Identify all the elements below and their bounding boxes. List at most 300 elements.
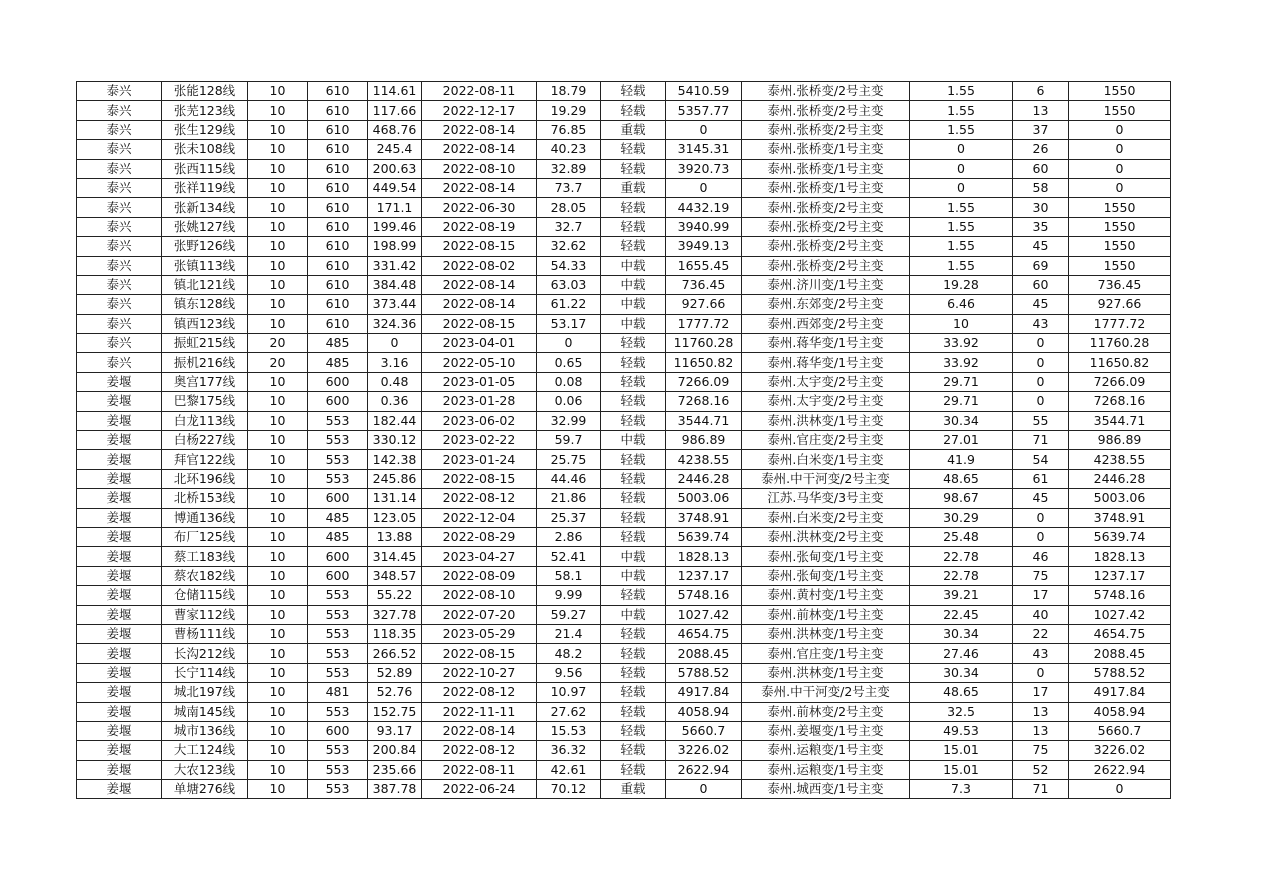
count-cell[interactable]: 30	[1013, 198, 1069, 217]
date-cell[interactable]: 2023-01-24	[422, 450, 537, 469]
transformer-value-cell[interactable]: 39.21	[910, 586, 1013, 605]
load-rate-cell[interactable]: 53.17	[537, 314, 601, 333]
load-status-cell[interactable]: 轻载	[601, 624, 666, 643]
line-name-cell[interactable]: 布厂125线	[162, 527, 248, 546]
transformer-value-cell[interactable]: 30.34	[910, 411, 1013, 430]
load-rate-cell[interactable]: 59.27	[537, 605, 601, 624]
transformer-value-cell[interactable]: 15.01	[910, 760, 1013, 779]
date-cell[interactable]: 2022-08-10	[422, 159, 537, 178]
load-rate-cell[interactable]: 44.46	[537, 469, 601, 488]
transformer-value-cell[interactable]: 10	[910, 314, 1013, 333]
load-cell[interactable]: 198.99	[368, 237, 422, 256]
date-cell[interactable]: 2023-05-29	[422, 624, 537, 643]
transformer-cell[interactable]: 泰州.蒋华变/1号主变	[742, 334, 910, 353]
date-cell[interactable]: 2022-10-27	[422, 663, 537, 682]
line-name-cell[interactable]: 张新134线	[162, 198, 248, 217]
load-rate-cell[interactable]: 9.56	[537, 663, 601, 682]
load-cell[interactable]: 131.14	[368, 489, 422, 508]
available-capacity-cell[interactable]: 0	[666, 178, 742, 197]
capacity-cell[interactable]: 610	[308, 120, 368, 139]
load-status-cell[interactable]: 轻载	[601, 586, 666, 605]
count-cell[interactable]: 0	[1013, 372, 1069, 391]
final-capacity-cell[interactable]: 736.45	[1069, 275, 1171, 294]
transformer-cell[interactable]: 泰州.太宇变/2号主变	[742, 392, 910, 411]
final-capacity-cell[interactable]: 5748.16	[1069, 586, 1171, 605]
load-cell[interactable]: 348.57	[368, 566, 422, 585]
date-cell[interactable]: 2022-12-04	[422, 508, 537, 527]
load-rate-cell[interactable]: 52.41	[537, 547, 601, 566]
count-cell[interactable]: 0	[1013, 663, 1069, 682]
voltage-cell[interactable]: 10	[248, 82, 308, 101]
transformer-cell[interactable]: 泰州.黄村变/1号主变	[742, 586, 910, 605]
final-capacity-cell[interactable]: 3748.91	[1069, 508, 1171, 527]
available-capacity-cell[interactable]: 4917.84	[666, 683, 742, 702]
capacity-cell[interactable]: 553	[308, 586, 368, 605]
load-status-cell[interactable]: 轻载	[601, 489, 666, 508]
available-capacity-cell[interactable]: 4432.19	[666, 198, 742, 217]
transformer-value-cell[interactable]: 15.01	[910, 741, 1013, 760]
final-capacity-cell[interactable]: 1550	[1069, 101, 1171, 120]
load-status-cell[interactable]: 中载	[601, 566, 666, 585]
transformer-value-cell[interactable]: 48.65	[910, 683, 1013, 702]
capacity-cell[interactable]: 610	[308, 82, 368, 101]
voltage-cell[interactable]: 10	[248, 547, 308, 566]
available-capacity-cell[interactable]: 5748.16	[666, 586, 742, 605]
voltage-cell[interactable]: 10	[248, 314, 308, 333]
voltage-cell[interactable]: 10	[248, 780, 308, 799]
voltage-cell[interactable]: 10	[248, 159, 308, 178]
count-cell[interactable]: 75	[1013, 566, 1069, 585]
date-cell[interactable]: 2022-08-14	[422, 120, 537, 139]
final-capacity-cell[interactable]: 2446.28	[1069, 469, 1171, 488]
capacity-cell[interactable]: 485	[308, 334, 368, 353]
transformer-cell[interactable]: 泰州.张桥变/2号主变	[742, 120, 910, 139]
capacity-cell[interactable]: 600	[308, 392, 368, 411]
region-cell[interactable]: 姜堰	[77, 527, 162, 546]
available-capacity-cell[interactable]: 3226.02	[666, 741, 742, 760]
date-cell[interactable]: 2022-08-10	[422, 586, 537, 605]
date-cell[interactable]: 2022-05-10	[422, 353, 537, 372]
capacity-cell[interactable]: 553	[308, 624, 368, 643]
available-capacity-cell[interactable]: 3920.73	[666, 159, 742, 178]
load-status-cell[interactable]: 中载	[601, 314, 666, 333]
date-cell[interactable]: 2023-04-01	[422, 334, 537, 353]
transformer-cell[interactable]: 泰州.官庄变/2号主变	[742, 431, 910, 450]
transformer-value-cell[interactable]: 22.78	[910, 547, 1013, 566]
available-capacity-cell[interactable]: 3748.91	[666, 508, 742, 527]
final-capacity-cell[interactable]: 4917.84	[1069, 683, 1171, 702]
load-rate-cell[interactable]: 21.86	[537, 489, 601, 508]
load-rate-cell[interactable]: 32.7	[537, 217, 601, 236]
voltage-cell[interactable]: 10	[248, 702, 308, 721]
load-status-cell[interactable]: 轻载	[601, 334, 666, 353]
transformer-cell[interactable]: 泰州.洪林变/2号主变	[742, 527, 910, 546]
load-cell[interactable]: 182.44	[368, 411, 422, 430]
available-capacity-cell[interactable]: 3544.71	[666, 411, 742, 430]
load-rate-cell[interactable]: 0	[537, 334, 601, 353]
line-name-cell[interactable]: 单塘276线	[162, 780, 248, 799]
region-cell[interactable]: 泰兴	[77, 120, 162, 139]
load-rate-cell[interactable]: 36.32	[537, 741, 601, 760]
voltage-cell[interactable]: 10	[248, 411, 308, 430]
voltage-cell[interactable]: 10	[248, 275, 308, 294]
transformer-cell[interactable]: 泰州.运粮变/1号主变	[742, 741, 910, 760]
capacity-cell[interactable]: 553	[308, 780, 368, 799]
load-rate-cell[interactable]: 48.2	[537, 644, 601, 663]
load-cell[interactable]: 93.17	[368, 721, 422, 740]
region-cell[interactable]: 泰兴	[77, 82, 162, 101]
load-cell[interactable]: 245.4	[368, 140, 422, 159]
line-name-cell[interactable]: 镇北121线	[162, 275, 248, 294]
count-cell[interactable]: 17	[1013, 586, 1069, 605]
load-cell[interactable]: 384.48	[368, 275, 422, 294]
available-capacity-cell[interactable]: 1027.42	[666, 605, 742, 624]
region-cell[interactable]: 姜堰	[77, 411, 162, 430]
transformer-value-cell[interactable]: 33.92	[910, 334, 1013, 353]
count-cell[interactable]: 13	[1013, 721, 1069, 740]
line-name-cell[interactable]: 城市136线	[162, 721, 248, 740]
load-cell[interactable]: 152.75	[368, 702, 422, 721]
load-status-cell[interactable]: 轻载	[601, 508, 666, 527]
load-status-cell[interactable]: 轻载	[601, 217, 666, 236]
transformer-value-cell[interactable]: 29.71	[910, 392, 1013, 411]
region-cell[interactable]: 姜堰	[77, 605, 162, 624]
line-name-cell[interactable]: 北环196线	[162, 469, 248, 488]
transformer-value-cell[interactable]: 25.48	[910, 527, 1013, 546]
transformer-cell[interactable]: 泰州.运粮变/1号主变	[742, 760, 910, 779]
voltage-cell[interactable]: 10	[248, 217, 308, 236]
load-status-cell[interactable]: 重载	[601, 120, 666, 139]
load-status-cell[interactable]: 中载	[601, 547, 666, 566]
transformer-value-cell[interactable]: 0	[910, 159, 1013, 178]
date-cell[interactable]: 2022-08-14	[422, 295, 537, 314]
load-rate-cell[interactable]: 0.65	[537, 353, 601, 372]
transformer-cell[interactable]: 泰州.太宇变/2号主变	[742, 372, 910, 391]
date-cell[interactable]: 2022-08-15	[422, 469, 537, 488]
count-cell[interactable]: 0	[1013, 508, 1069, 527]
load-rate-cell[interactable]: 18.79	[537, 82, 601, 101]
voltage-cell[interactable]: 10	[248, 566, 308, 585]
count-cell[interactable]: 54	[1013, 450, 1069, 469]
transformer-value-cell[interactable]: 1.55	[910, 82, 1013, 101]
line-name-cell[interactable]: 振虹215线	[162, 334, 248, 353]
count-cell[interactable]: 58	[1013, 178, 1069, 197]
count-cell[interactable]: 43	[1013, 314, 1069, 333]
load-status-cell[interactable]: 重载	[601, 178, 666, 197]
capacity-cell[interactable]: 610	[308, 295, 368, 314]
final-capacity-cell[interactable]: 11650.82	[1069, 353, 1171, 372]
line-name-cell[interactable]: 城南145线	[162, 702, 248, 721]
load-status-cell[interactable]: 轻载	[601, 372, 666, 391]
transformer-value-cell[interactable]: 19.28	[910, 275, 1013, 294]
load-rate-cell[interactable]: 28.05	[537, 198, 601, 217]
capacity-cell[interactable]: 553	[308, 644, 368, 663]
transformer-cell[interactable]: 泰州.张甸变/1号主变	[742, 547, 910, 566]
voltage-cell[interactable]: 10	[248, 198, 308, 217]
transformer-cell[interactable]: 泰州.张桥变/1号主变	[742, 159, 910, 178]
region-cell[interactable]: 姜堰	[77, 566, 162, 585]
available-capacity-cell[interactable]: 7268.16	[666, 392, 742, 411]
capacity-cell[interactable]: 485	[308, 353, 368, 372]
capacity-cell[interactable]: 610	[308, 198, 368, 217]
load-rate-cell[interactable]: 58.1	[537, 566, 601, 585]
line-name-cell[interactable]: 奥宫177线	[162, 372, 248, 391]
capacity-cell[interactable]: 610	[308, 275, 368, 294]
voltage-cell[interactable]: 10	[248, 663, 308, 682]
load-rate-cell[interactable]: 61.22	[537, 295, 601, 314]
load-cell[interactable]: 373.44	[368, 295, 422, 314]
load-status-cell[interactable]: 轻载	[601, 140, 666, 159]
transformer-value-cell[interactable]: 1.55	[910, 101, 1013, 120]
load-cell[interactable]: 199.46	[368, 217, 422, 236]
capacity-cell[interactable]: 600	[308, 721, 368, 740]
voltage-cell[interactable]: 10	[248, 760, 308, 779]
load-rate-cell[interactable]: 76.85	[537, 120, 601, 139]
load-cell[interactable]: 52.76	[368, 683, 422, 702]
final-capacity-cell[interactable]: 2622.94	[1069, 760, 1171, 779]
load-status-cell[interactable]: 中载	[601, 605, 666, 624]
capacity-cell[interactable]: 553	[308, 469, 368, 488]
voltage-cell[interactable]: 10	[248, 120, 308, 139]
count-cell[interactable]: 43	[1013, 644, 1069, 663]
count-cell[interactable]: 69	[1013, 256, 1069, 275]
count-cell[interactable]: 45	[1013, 237, 1069, 256]
count-cell[interactable]: 6	[1013, 82, 1069, 101]
load-status-cell[interactable]: 轻载	[601, 82, 666, 101]
load-cell[interactable]: 387.78	[368, 780, 422, 799]
date-cell[interactable]: 2022-08-11	[422, 82, 537, 101]
region-cell[interactable]: 姜堰	[77, 663, 162, 682]
date-cell[interactable]: 2022-08-29	[422, 527, 537, 546]
final-capacity-cell[interactable]: 1550	[1069, 82, 1171, 101]
line-name-cell[interactable]: 蔡农182线	[162, 566, 248, 585]
available-capacity-cell[interactable]: 0	[666, 120, 742, 139]
load-cell[interactable]: 123.05	[368, 508, 422, 527]
final-capacity-cell[interactable]: 1237.17	[1069, 566, 1171, 585]
date-cell[interactable]: 2023-06-02	[422, 411, 537, 430]
final-capacity-cell[interactable]: 3544.71	[1069, 411, 1171, 430]
capacity-cell[interactable]: 553	[308, 431, 368, 450]
line-name-cell[interactable]: 大农123线	[162, 760, 248, 779]
voltage-cell[interactable]: 10	[248, 586, 308, 605]
load-rate-cell[interactable]: 0.06	[537, 392, 601, 411]
capacity-cell[interactable]: 610	[308, 256, 368, 275]
available-capacity-cell[interactable]: 4238.55	[666, 450, 742, 469]
available-capacity-cell[interactable]: 11650.82	[666, 353, 742, 372]
load-rate-cell[interactable]: 73.7	[537, 178, 601, 197]
load-status-cell[interactable]: 轻载	[601, 392, 666, 411]
voltage-cell[interactable]: 10	[248, 101, 308, 120]
transformer-cell[interactable]: 泰州.张桥变/2号主变	[742, 198, 910, 217]
line-name-cell[interactable]: 张生129线	[162, 120, 248, 139]
capacity-cell[interactable]: 610	[308, 314, 368, 333]
load-status-cell[interactable]: 中载	[601, 431, 666, 450]
load-status-cell[interactable]: 轻载	[601, 663, 666, 682]
load-status-cell[interactable]: 轻载	[601, 721, 666, 740]
count-cell[interactable]: 45	[1013, 489, 1069, 508]
available-capacity-cell[interactable]: 927.66	[666, 295, 742, 314]
voltage-cell[interactable]: 20	[248, 334, 308, 353]
region-cell[interactable]: 姜堰	[77, 760, 162, 779]
load-cell[interactable]: 118.35	[368, 624, 422, 643]
load-status-cell[interactable]: 轻载	[601, 527, 666, 546]
transformer-cell[interactable]: 泰州.官庄变/1号主变	[742, 644, 910, 663]
final-capacity-cell[interactable]: 986.89	[1069, 431, 1171, 450]
region-cell[interactable]: 姜堰	[77, 450, 162, 469]
capacity-cell[interactable]: 610	[308, 159, 368, 178]
line-name-cell[interactable]: 张镇113线	[162, 256, 248, 275]
load-cell[interactable]: 330.12	[368, 431, 422, 450]
line-name-cell[interactable]: 张野126线	[162, 237, 248, 256]
transformer-cell[interactable]: 泰州.东郊变/2号主变	[742, 295, 910, 314]
capacity-cell[interactable]: 481	[308, 683, 368, 702]
transformer-value-cell[interactable]: 98.67	[910, 489, 1013, 508]
load-cell[interactable]: 449.54	[368, 178, 422, 197]
line-name-cell[interactable]: 白龙113线	[162, 411, 248, 430]
voltage-cell[interactable]: 10	[248, 605, 308, 624]
voltage-cell[interactable]: 10	[248, 469, 308, 488]
count-cell[interactable]: 60	[1013, 275, 1069, 294]
load-rate-cell[interactable]: 19.29	[537, 101, 601, 120]
final-capacity-cell[interactable]: 3226.02	[1069, 741, 1171, 760]
final-capacity-cell[interactable]: 5639.74	[1069, 527, 1171, 546]
date-cell[interactable]: 2022-08-12	[422, 741, 537, 760]
load-rate-cell[interactable]: 25.75	[537, 450, 601, 469]
count-cell[interactable]: 0	[1013, 353, 1069, 372]
date-cell[interactable]: 2022-08-12	[422, 489, 537, 508]
load-status-cell[interactable]: 轻载	[601, 159, 666, 178]
transformer-cell[interactable]: 泰州.洪林变/1号主变	[742, 624, 910, 643]
region-cell[interactable]: 泰兴	[77, 178, 162, 197]
capacity-cell[interactable]: 485	[308, 527, 368, 546]
transformer-cell[interactable]: 泰州.前林变/1号主变	[742, 605, 910, 624]
region-cell[interactable]: 姜堰	[77, 780, 162, 799]
load-rate-cell[interactable]: 63.03	[537, 275, 601, 294]
final-capacity-cell[interactable]: 7268.16	[1069, 392, 1171, 411]
count-cell[interactable]: 35	[1013, 217, 1069, 236]
region-cell[interactable]: 泰兴	[77, 353, 162, 372]
transformer-value-cell[interactable]: 32.5	[910, 702, 1013, 721]
date-cell[interactable]: 2022-08-14	[422, 178, 537, 197]
transformer-value-cell[interactable]: 1.55	[910, 237, 1013, 256]
capacity-cell[interactable]: 600	[308, 547, 368, 566]
final-capacity-cell[interactable]: 0	[1069, 120, 1171, 139]
load-rate-cell[interactable]: 59.7	[537, 431, 601, 450]
transformer-cell[interactable]: 泰州.洪林变/1号主变	[742, 411, 910, 430]
load-status-cell[interactable]: 轻载	[601, 702, 666, 721]
final-capacity-cell[interactable]: 4058.94	[1069, 702, 1171, 721]
voltage-cell[interactable]: 10	[248, 372, 308, 391]
final-capacity-cell[interactable]: 927.66	[1069, 295, 1171, 314]
load-cell[interactable]: 327.78	[368, 605, 422, 624]
line-name-cell[interactable]: 张西115线	[162, 159, 248, 178]
final-capacity-cell[interactable]: 1777.72	[1069, 314, 1171, 333]
available-capacity-cell[interactable]: 986.89	[666, 431, 742, 450]
count-cell[interactable]: 71	[1013, 431, 1069, 450]
transformer-value-cell[interactable]: 0	[910, 140, 1013, 159]
line-name-cell[interactable]: 长宁114线	[162, 663, 248, 682]
load-rate-cell[interactable]: 32.99	[537, 411, 601, 430]
voltage-cell[interactable]: 10	[248, 527, 308, 546]
voltage-cell[interactable]: 10	[248, 237, 308, 256]
final-capacity-cell[interactable]: 5660.7	[1069, 721, 1171, 740]
date-cell[interactable]: 2022-08-11	[422, 760, 537, 779]
load-rate-cell[interactable]: 2.86	[537, 527, 601, 546]
transformer-cell[interactable]: 泰州.白米变/2号主变	[742, 508, 910, 527]
available-capacity-cell[interactable]: 2622.94	[666, 760, 742, 779]
transformer-value-cell[interactable]: 27.46	[910, 644, 1013, 663]
line-name-cell[interactable]: 张芜123线	[162, 101, 248, 120]
count-cell[interactable]: 75	[1013, 741, 1069, 760]
count-cell[interactable]: 13	[1013, 101, 1069, 120]
final-capacity-cell[interactable]: 0	[1069, 140, 1171, 159]
load-status-cell[interactable]: 轻载	[601, 237, 666, 256]
final-capacity-cell[interactable]: 1550	[1069, 198, 1171, 217]
final-capacity-cell[interactable]: 0	[1069, 780, 1171, 799]
date-cell[interactable]: 2022-08-14	[422, 721, 537, 740]
available-capacity-cell[interactable]: 5639.74	[666, 527, 742, 546]
date-cell[interactable]: 2023-04-27	[422, 547, 537, 566]
region-cell[interactable]: 姜堰	[77, 469, 162, 488]
region-cell[interactable]: 姜堰	[77, 489, 162, 508]
transformer-value-cell[interactable]: 22.45	[910, 605, 1013, 624]
available-capacity-cell[interactable]: 5788.52	[666, 663, 742, 682]
capacity-cell[interactable]: 600	[308, 489, 368, 508]
region-cell[interactable]: 姜堰	[77, 547, 162, 566]
transformer-cell[interactable]: 泰州.张桥变/1号主变	[742, 178, 910, 197]
line-name-cell[interactable]: 张未108线	[162, 140, 248, 159]
region-cell[interactable]: 姜堰	[77, 624, 162, 643]
date-cell[interactable]: 2022-07-20	[422, 605, 537, 624]
region-cell[interactable]: 姜堰	[77, 644, 162, 663]
transformer-cell[interactable]: 泰州.张桥变/1号主变	[742, 140, 910, 159]
capacity-cell[interactable]: 610	[308, 237, 368, 256]
available-capacity-cell[interactable]: 3949.13	[666, 237, 742, 256]
date-cell[interactable]: 2022-08-14	[422, 140, 537, 159]
line-name-cell[interactable]: 张能128线	[162, 82, 248, 101]
transformer-cell[interactable]: 泰州.蒋华变/1号主变	[742, 353, 910, 372]
region-cell[interactable]: 姜堰	[77, 431, 162, 450]
transformer-cell[interactable]: 泰州.姜堰变/1号主变	[742, 721, 910, 740]
transformer-value-cell[interactable]: 30.34	[910, 624, 1013, 643]
load-cell[interactable]: 0	[368, 334, 422, 353]
capacity-cell[interactable]: 485	[308, 508, 368, 527]
load-status-cell[interactable]: 轻载	[601, 644, 666, 663]
load-cell[interactable]: 314.45	[368, 547, 422, 566]
load-cell[interactable]: 235.66	[368, 760, 422, 779]
final-capacity-cell[interactable]: 1828.13	[1069, 547, 1171, 566]
voltage-cell[interactable]: 10	[248, 450, 308, 469]
transformer-value-cell[interactable]: 0	[910, 178, 1013, 197]
load-cell[interactable]: 0.36	[368, 392, 422, 411]
load-cell[interactable]: 331.42	[368, 256, 422, 275]
load-cell[interactable]: 200.63	[368, 159, 422, 178]
final-capacity-cell[interactable]: 4654.75	[1069, 624, 1171, 643]
available-capacity-cell[interactable]: 5357.77	[666, 101, 742, 120]
date-cell[interactable]: 2022-08-14	[422, 275, 537, 294]
final-capacity-cell[interactable]: 5003.06	[1069, 489, 1171, 508]
count-cell[interactable]: 45	[1013, 295, 1069, 314]
line-name-cell[interactable]: 长沟212线	[162, 644, 248, 663]
voltage-cell[interactable]: 10	[248, 140, 308, 159]
date-cell[interactable]: 2022-08-12	[422, 683, 537, 702]
voltage-cell[interactable]: 10	[248, 721, 308, 740]
region-cell[interactable]: 泰兴	[77, 237, 162, 256]
transformer-value-cell[interactable]: 30.29	[910, 508, 1013, 527]
line-name-cell[interactable]: 白杨227线	[162, 431, 248, 450]
line-name-cell[interactable]: 大工124线	[162, 741, 248, 760]
load-status-cell[interactable]: 中载	[601, 295, 666, 314]
